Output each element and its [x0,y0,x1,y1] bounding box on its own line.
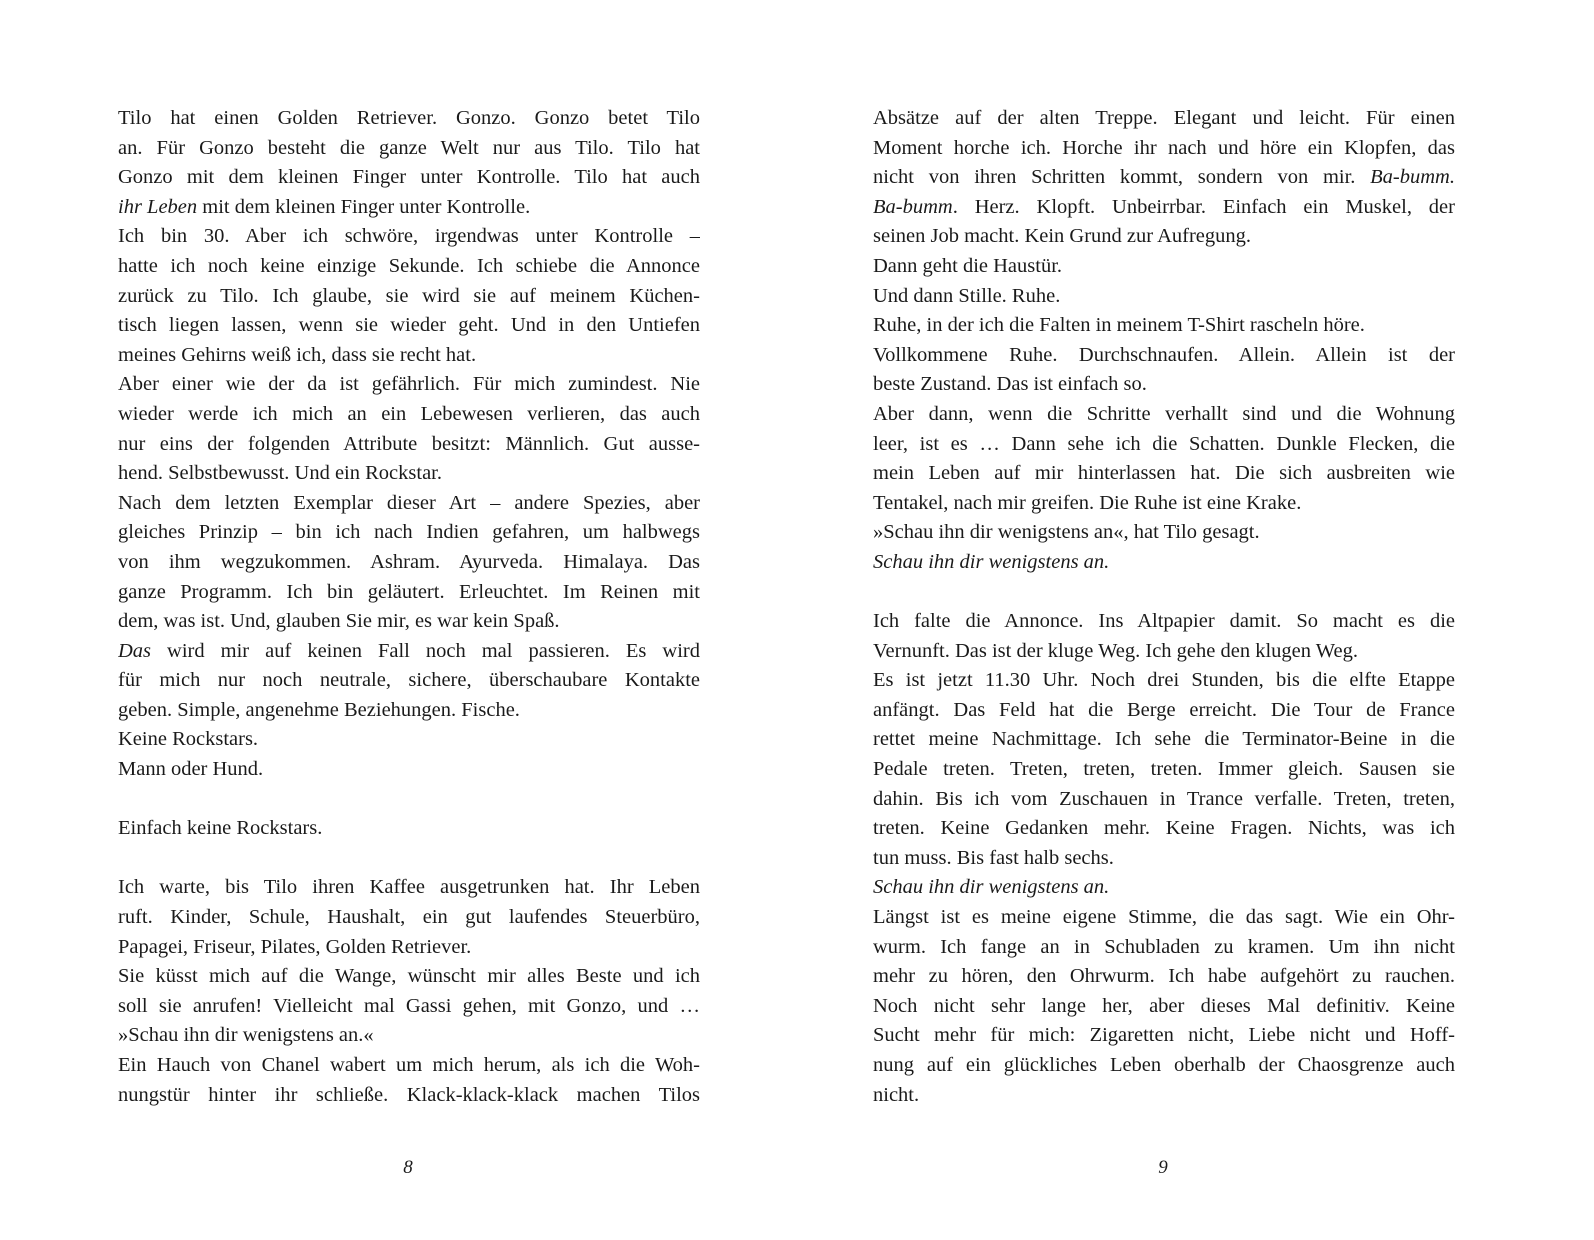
text-line [873,311,1455,341]
line-text: Vollkommene Ruhe. Durchschnaufen. Allein. Allein ist der [873,343,1455,366]
italic-text: Ba-bumm. [1370,166,1455,189]
line-text: rettet meine Nachmittage. Ich sehe die Terminator-Beine in die [873,728,1455,751]
text-line [873,1051,1455,1081]
line-text: hatte ich noch keine einzige Sekunde. Ich schiebe die Annonce [118,254,700,277]
text-line [873,134,1455,164]
line-text: Moment horche ich. Horche ihr nach und höre ein Klopfen, das [873,136,1455,159]
line-text: Pedale treten. Treten, treten, treten. Immer gleich. Sausen sie [873,758,1455,781]
text-line [873,1081,1455,1111]
text-line [873,992,1455,1022]
right-page-text [873,104,1455,1110]
line-text: seinen Job macht. Kein Grund zur Aufregung. [873,225,1252,248]
text-line [873,222,1455,252]
line-text: Noch nicht sehr lange her, aber dieses Mal definitiv. Keine [873,994,1455,1017]
text-line [873,459,1455,489]
text-line [118,666,700,696]
text-line [118,163,700,193]
text-line [118,607,700,637]
line-text: Vernunft. Das ist der kluge Weg. Ich gehe den klugen Weg. [873,639,1358,662]
italic-text: Das [118,639,152,662]
text-line [873,696,1455,726]
line-text: soll sie anrufen! Vielleicht mal Gassi gehen, mit Gonzo, und … [118,994,700,1017]
text-line [873,933,1455,963]
text-line [873,252,1455,282]
line-text: »Schau ihn dir wenigstens an«, hat Tilo gesagt. [873,521,1260,544]
line-text: meines Gehirns weiß ich, dass sie recht hat. [118,343,477,366]
text-line [873,725,1455,755]
text-line [118,548,700,578]
italic-text: Ba-bumm [873,195,953,218]
line-text: dem, was ist. Und, glauben Sie mir, es war kein Spaß. [118,610,560,633]
line-text: wird mir auf keinen Fall noch mal passieren. Es wird [151,639,700,662]
text-line [873,666,1455,696]
text-line [118,992,700,1022]
text-line [118,430,700,460]
line-text: Ich bin 30. Aber ich schwöre, irgendwas unter Kontrolle – [118,225,700,248]
line-text: mehr zu hören, den Ohrwurm. Ich habe aufgehört zu rauchen. [873,965,1455,988]
italic-text: Schau ihn dir wenigstens an. [873,550,1110,573]
line-text: an. Für Gonzo besteht die ganze Welt nur aus Tilo. Tilo hat [118,136,700,159]
page-number-left: 8 [403,1157,413,1178]
text-line [118,222,700,252]
line-text: nicht. [873,1083,920,1106]
line-text: Einfach keine Rockstars. [118,817,323,840]
line-text: Keine Rockstars. [118,728,259,751]
text-line [118,903,700,933]
line-text: Tentakel, nach mir greifen. Die Ruhe ist eine Krake. [873,491,1302,514]
line-text: ruft. Kinder, Schule, Haushalt, ein gut laufendes Steuerbüro, [118,906,700,929]
text-line [118,814,700,844]
line-text: beste Zustand. Das ist einfach so. [873,373,1147,396]
text-line [118,844,700,874]
text-line [873,548,1455,578]
text-line [118,1051,700,1081]
text-line [118,489,700,519]
line-text: »Schau ihn dir wenigstens an.« [118,1024,374,1047]
line-text: Nach dem letzten Exemplar dieser Art – andere Spezies, aber [118,491,700,514]
text-line [118,459,700,489]
line-text: dahin. Bis ich vom Zuschauen in Trance verfalle. Treten, treten, [873,787,1455,810]
line-text: Ein Hauch von Chanel wabert um mich herum, als ich die Woh- [118,1054,700,1076]
text-line [118,104,700,134]
text-line [118,933,700,963]
line-text: Ich warte, bis Tilo ihren Kaffee ausgetrunken hat. Ihr Leben [118,876,700,899]
text-line [873,518,1455,548]
text-line [873,578,1455,608]
line-text: nung auf ein glückliches Leben oberhalb der Chaosgrenze auch [873,1054,1455,1076]
text-line [118,193,700,223]
text-line [873,903,1455,933]
page-number-right: 9 [1158,1157,1168,1178]
line-text: treten. Keine Gedanken mehr. Keine Fragen. Nichts, was ich [873,817,1455,840]
text-line [873,104,1455,134]
line-text: tisch liegen lassen, wenn sie wieder geht. Und in den Untiefen [118,314,700,337]
line-text: Ich falte die Annonce. Ins Altpapier damit. So macht es die [873,610,1455,633]
line-text: Dann geht die Haustür. [873,254,1063,277]
text-line [118,134,700,164]
text-line [873,193,1455,223]
line-text: Und dann Stille. Ruhe. [873,284,1061,307]
line-text: Tilo hat einen Golden Retriever. Gonzo. Gonzo betet Tilo [118,107,700,129]
line-text: Papagei, Friseur, Pilates, Golden Retriever. [118,935,472,958]
line-text: geben. Simple, angenehme Beziehungen. Fische. [118,698,520,721]
line-text: Gonzo mit dem kleinen Finger unter Kontrolle. Tilo hat auch [118,166,700,189]
line-text: anfängt. Das Feld hat die Berge erreicht. Die Tour de France [873,698,1455,721]
text-line [118,785,700,815]
text-line [873,370,1455,400]
line-text: Ruhe, in der ich die Falten in meinem T-Shirt rascheln höre. [873,314,1365,337]
text-line [118,370,700,400]
text-line [873,607,1455,637]
line-text: zurück zu Tilo. Ich glaube, sie wird sie auf meinem Küchen- [118,284,700,307]
text-line [118,400,700,430]
text-line [873,163,1455,193]
line-text: Längst ist es meine eigene Stimme, die das sagt. Wie ein Ohr- [873,906,1455,929]
text-line [118,696,700,726]
text-line [873,637,1455,667]
line-text: ganze Programm. Ich bin geläutert. Erleuchtet. Im Reinen mit [118,580,700,603]
text-line [873,814,1455,844]
text-line [118,755,700,785]
text-line [873,489,1455,519]
line-text: Sucht mehr für mich: Zigaretten nicht, Liebe nicht und Hoff- [873,1024,1455,1047]
line-text: nur eins der folgenden Attribute besitzt: Männlich. Gut ausse- [118,432,700,455]
line-text: gleiches Prinzip – bin ich nach Indien gefahren, um halbwegs [118,521,700,544]
text-line [873,873,1455,903]
line-text: tun muss. Bis fast halb sechs. [873,846,1114,869]
text-line [118,341,700,371]
text-line [873,1021,1455,1051]
line-text: nicht von ihren Schritten kommt, sondern von mir. [873,166,1371,189]
line-text: von ihm wegzukommen. Ashram. Ayurveda. Himalaya. Das [118,550,700,573]
text-line [118,518,700,548]
text-line [118,873,700,903]
line-text: Aber dann, wenn die Schritte verhallt sind und die Wohnung [873,402,1455,425]
line-text: nungstür hinter ihr schließe. Klack-klack-klack machen Tilos [118,1083,700,1106]
text-line [118,1081,700,1111]
text-line [873,400,1455,430]
text-line [118,725,700,755]
line-text: Aber einer wie der da ist gefährlich. Für mich zumindest. Nie [118,373,700,396]
text-line [118,252,700,282]
line-text: Sie küsst mich auf die Wange, wünscht mir alles Beste und ich [118,965,700,988]
text-line [873,430,1455,460]
line-text: Absätze auf der alten Treppe. Elegant und leicht. Für einen [873,107,1455,129]
line-text: Mann oder Hund. [118,758,264,781]
line-text: mit dem kleinen Finger unter Kontrolle. [197,195,531,218]
left-page-text [118,104,700,1110]
text-line [873,844,1455,874]
italic-text: Schau ihn dir wenigstens an. [873,876,1110,899]
text-line [118,1021,700,1051]
italic-text: ihr Leben [118,195,198,218]
text-line [118,578,700,608]
text-line [873,341,1455,371]
text-line [873,755,1455,785]
text-line [118,962,700,992]
text-line [873,962,1455,992]
line-text: wieder werde ich mich an ein Lebewesen verlieren, das auch [118,402,700,425]
text-line [118,282,700,312]
line-text: . Herz. Klopft. Unbeirrbar. Einfach ein Muskel, der [952,195,1455,218]
line-text: Es ist jetzt 11.30 Uhr. Noch drei Stunden, bis die elfte Etappe [873,669,1455,692]
line-text: hend. Selbstbewusst. Und ein Rockstar. [118,462,442,485]
line-text: für mich nur noch neutrale, sichere, überschaubare Kontakte [118,669,700,692]
text-line [118,311,700,341]
line-text: mein Leben auf mir hinterlassen hat. Die sich ausbreiten wie [873,462,1455,485]
text-line [873,282,1455,312]
line-text: wurm. Ich fange an in Schubladen zu kramen. Um ihn nicht [873,935,1455,958]
text-line [873,785,1455,815]
line-text: leer, ist es … Dann sehe ich die Schatten. Dunkle Flecken, die [873,432,1455,455]
text-line [118,637,700,667]
